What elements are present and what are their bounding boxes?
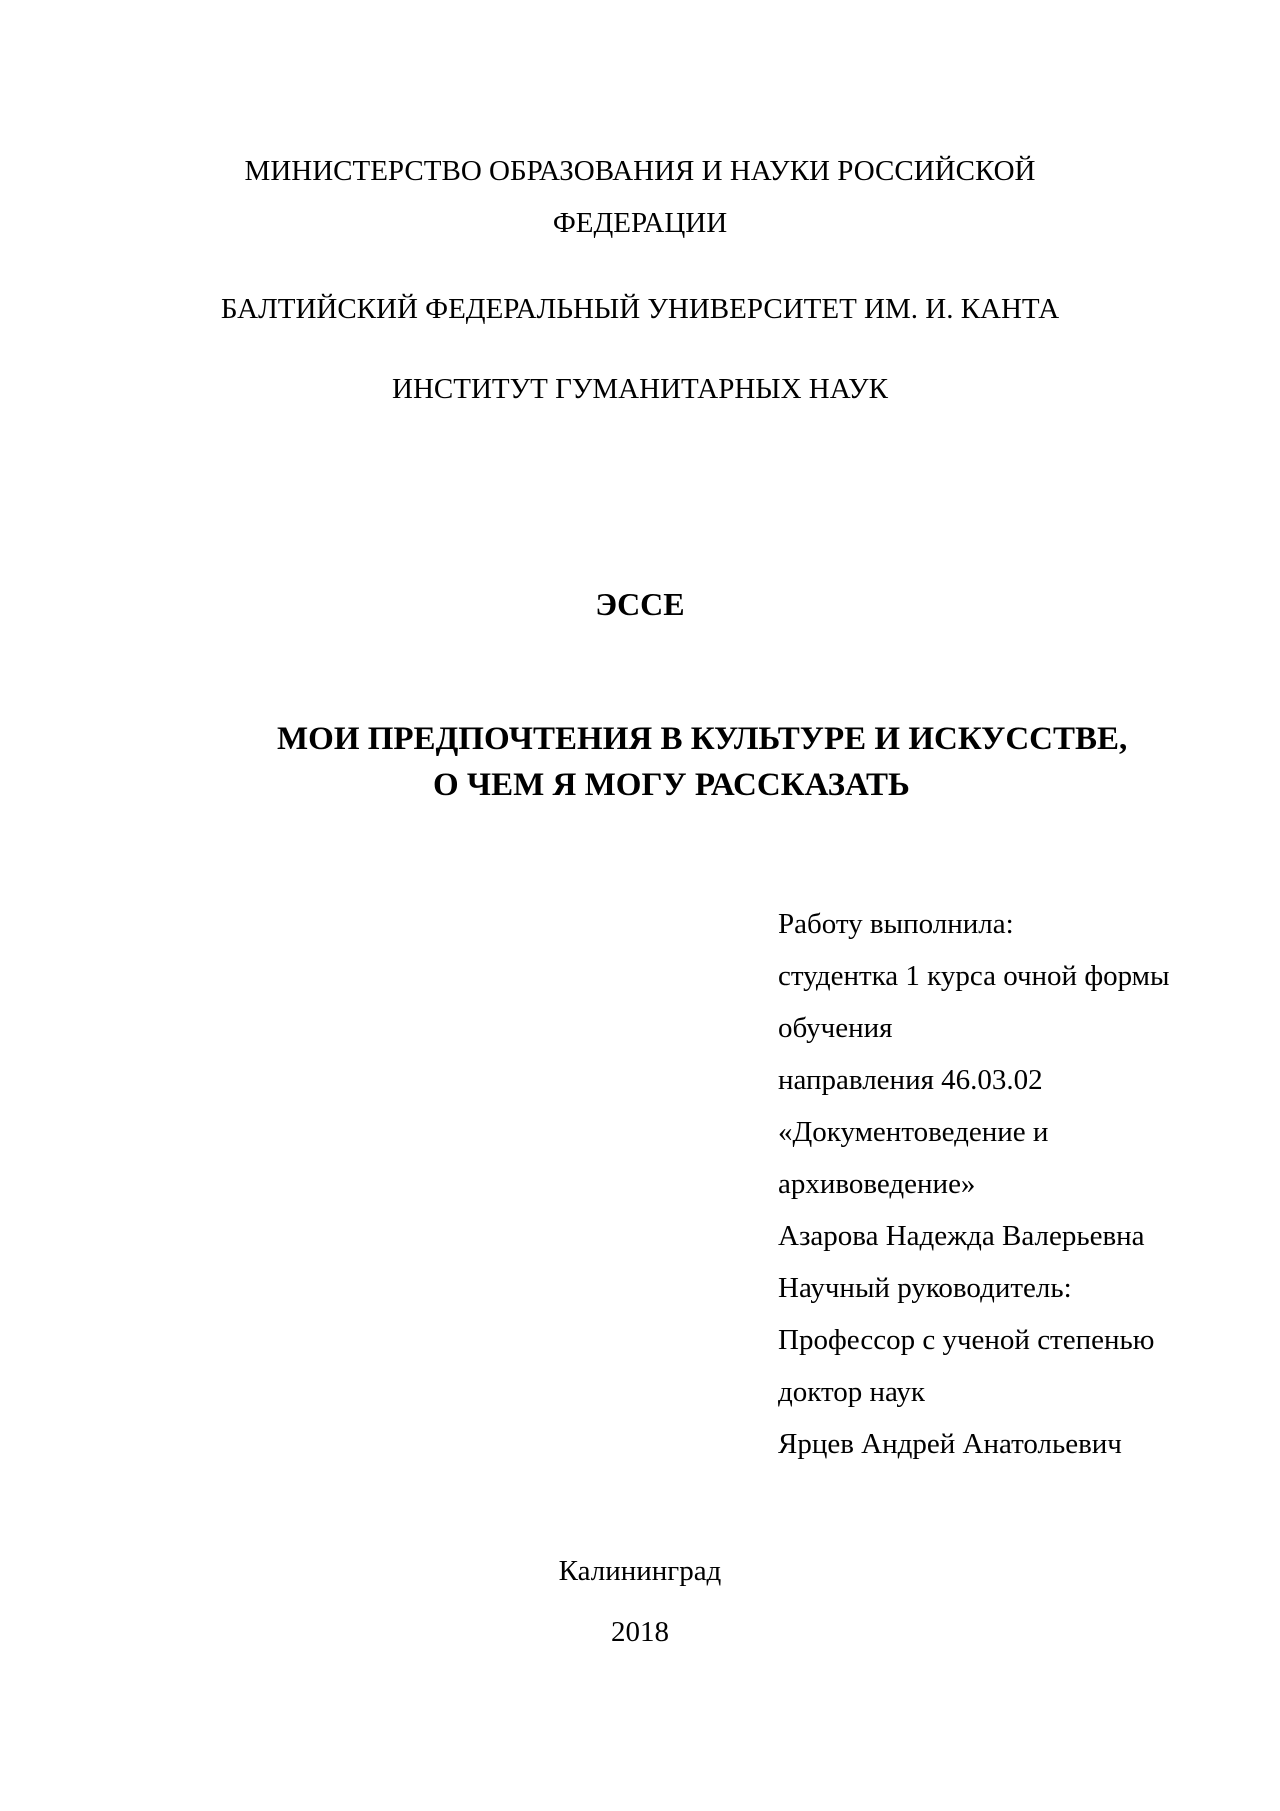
performed-by-label: Работу выполнила:: [778, 908, 1014, 940]
student-course: студентка 1 курса очной формы: [778, 960, 1170, 992]
document-type: ЭССЕ: [595, 586, 685, 622]
study-direction-name-1: «Документоведение и: [778, 1116, 1049, 1148]
study-direction-code: направления 46.03.02: [778, 1064, 1043, 1096]
supervisor-label: Научный руководитель:: [778, 1272, 1072, 1304]
author-info-block: [778, 898, 1248, 1470]
ministry-line-1: МИНИСТЕРСТВО ОБРАЗОВАНИЯ И НАУКИ РОССИЙСКОЙ: [244, 155, 1036, 187]
ministry-line-2: ФЕДЕРАЦИИ: [552, 207, 728, 239]
essay-topic-line-1: МОИ ПРЕДПОЧТЕНИЯ В КУЛЬТУРЕ И ИСКУССТВЕ,: [277, 721, 1128, 757]
essay-topic-line-2: О ЧЕМ Я МОГУ РАССКАЗАТЬ: [433, 767, 910, 803]
university-name: БАЛТИЙСКИЙ ФЕДЕРАЛЬНЫЙ УНИВЕРСИТЕТ ИМ. И. КАНТА: [220, 293, 1060, 325]
supervisor-name: Ярцев Андрей Анатольевич: [778, 1428, 1122, 1460]
study-direction-name-2: архивоведение»: [778, 1168, 976, 1200]
student-study-form: обучения: [778, 1012, 893, 1044]
ministry-heading: [0, 145, 1280, 249]
supervisor-degree: доктор наук: [778, 1376, 926, 1408]
year: 2018: [611, 1616, 669, 1648]
student-name: Азарова Надежда Валерьевна: [778, 1220, 1145, 1252]
supervisor-title: Профессор с ученой степенью: [778, 1324, 1155, 1356]
institute-name: ИНСТИТУТ ГУМАНИТАРНЫХ НАУК: [392, 373, 888, 405]
city: Калининград: [558, 1555, 722, 1587]
